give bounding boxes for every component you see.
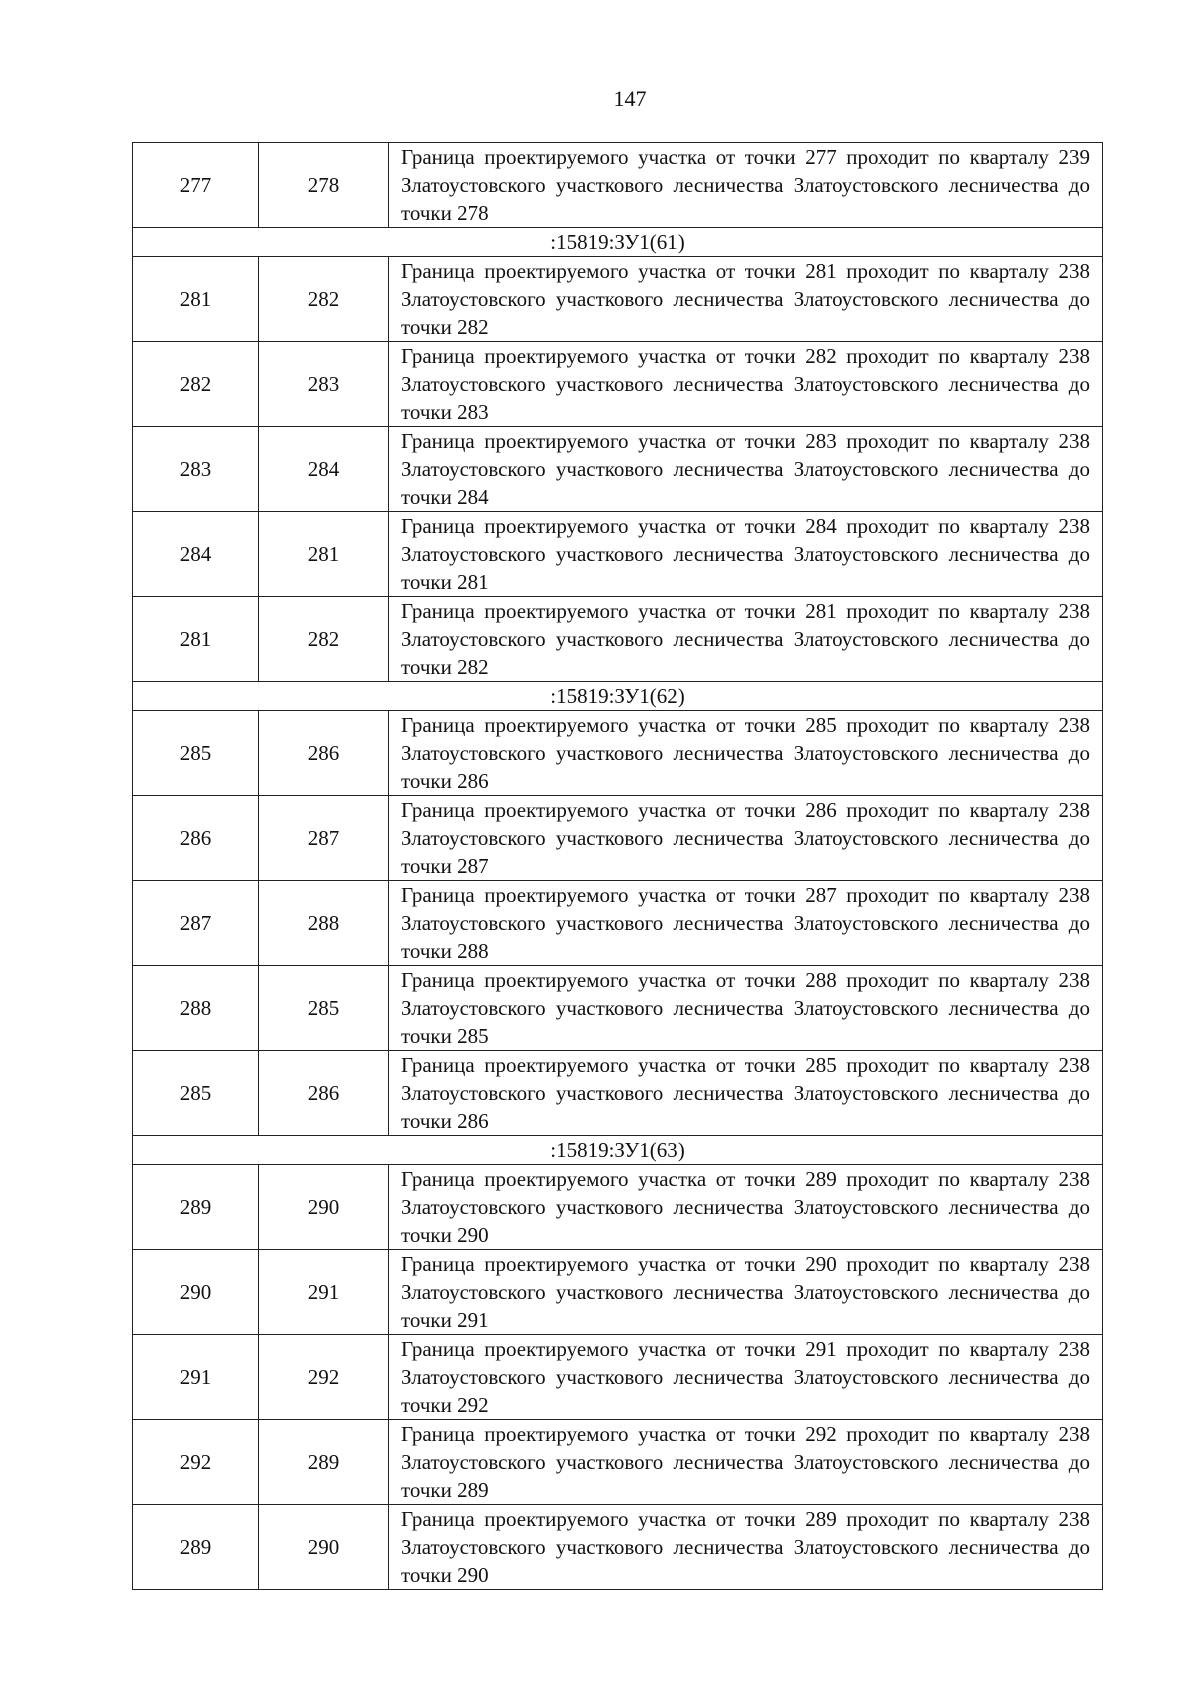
table-row xyxy=(133,881,1103,966)
point-to-cell: 291 xyxy=(259,1250,389,1335)
table-row xyxy=(133,1335,1103,1420)
table-row xyxy=(133,1165,1103,1250)
point-to-cell: 278 xyxy=(259,143,389,228)
table-row xyxy=(133,342,1103,427)
description-cell: Граница проектируемого участка от точки 285 проходит по кварталу 238 Златоустовского участкового лесничества Златоустовского лесничества до точки 286 xyxy=(389,711,1103,796)
point-from-cell: 282 xyxy=(133,342,259,427)
table-row xyxy=(133,796,1103,881)
point-to-cell: 287 xyxy=(259,796,389,881)
point-to-cell: 288 xyxy=(259,881,389,966)
description-cell: Граница проектируемого участка от точки 291 проходит по кварталу 238 Златоустовского участкового лесничества Златоустовского лесничества до точки 292 xyxy=(389,1335,1103,1420)
description-cell: Граница проектируемого участка от точки 286 проходит по кварталу 238 Златоустовского участкового лесничества Златоустовского лесничества до точки 287 xyxy=(389,796,1103,881)
section-label: :15819:ЗУ1(63) xyxy=(133,1136,1103,1165)
table-row xyxy=(133,1051,1103,1136)
description-cell: Граница проектируемого участка от точки 287 проходит по кварталу 238 Златоустовского участкового лесничества Златоустовского лесничества до точки 288 xyxy=(389,881,1103,966)
point-from-cell: 289 xyxy=(133,1165,259,1250)
description-cell: Граница проектируемого участка от точки 285 проходит по кварталу 238 Златоустовского участкового лесничества Златоустовского лесничества до точки 286 xyxy=(389,1051,1103,1136)
point-to-cell: 290 xyxy=(259,1165,389,1250)
point-from-cell: 291 xyxy=(133,1335,259,1420)
description-cell: Граница проектируемого участка от точки 289 проходит по кварталу 238 Златоустовского участкового лесничества Златоустовского лесничества до точки 290 xyxy=(389,1165,1103,1250)
point-to-cell: 286 xyxy=(259,1051,389,1136)
table-row xyxy=(133,966,1103,1051)
description-cell: Граница проектируемого участка от точки 290 проходит по кварталу 238 Златоустовского участкового лесничества Златоустовского лесничества до точки 291 xyxy=(389,1250,1103,1335)
point-from-cell: 284 xyxy=(133,512,259,597)
point-from-cell: 277 xyxy=(133,143,259,228)
table-row xyxy=(133,1250,1103,1335)
description-cell: Граница проектируемого участка от точки 281 проходит по кварталу 238 Златоустовского участкового лесничества Златоустовского лесничества до точки 282 xyxy=(389,257,1103,342)
table-row xyxy=(133,512,1103,597)
point-to-cell: 292 xyxy=(259,1335,389,1420)
description-cell: Граница проектируемого участка от точки 277 проходит по кварталу 239 Златоустовского участкового лесничества Златоустовского лесничества до точки 278 xyxy=(389,143,1103,228)
section-row xyxy=(133,682,1103,711)
table-row xyxy=(133,143,1103,228)
table-row xyxy=(133,597,1103,682)
boundary-table xyxy=(132,142,1103,1590)
point-to-cell: 290 xyxy=(259,1505,389,1590)
point-to-cell: 281 xyxy=(259,512,389,597)
point-to-cell: 289 xyxy=(259,1420,389,1505)
section-label: :15819:ЗУ1(61) xyxy=(133,228,1103,257)
point-from-cell: 290 xyxy=(133,1250,259,1335)
section-label: :15819:ЗУ1(62) xyxy=(133,682,1103,711)
point-from-cell: 285 xyxy=(133,1051,259,1136)
description-cell: Граница проектируемого участка от точки 288 проходит по кварталу 238 Златоустовского участкового лесничества Златоустовского лесничества до точки 285 xyxy=(389,966,1103,1051)
description-cell: Граница проектируемого участка от точки 284 проходит по кварталу 238 Златоустовского участкового лесничества Златоустовского лесничества до точки 281 xyxy=(389,512,1103,597)
table-row xyxy=(133,427,1103,512)
point-to-cell: 286 xyxy=(259,711,389,796)
table-row xyxy=(133,711,1103,796)
description-cell: Граница проектируемого участка от точки 292 проходит по кварталу 238 Златоустовского участкового лесничества Златоустовского лесничества до точки 289 xyxy=(389,1420,1103,1505)
table-row xyxy=(133,1505,1103,1590)
point-from-cell: 281 xyxy=(133,257,259,342)
description-cell: Граница проектируемого участка от точки 289 проходит по кварталу 238 Златоустовского участкового лесничества Златоустовского лесничества до точки 290 xyxy=(389,1505,1103,1590)
point-from-cell: 281 xyxy=(133,597,259,682)
point-from-cell: 292 xyxy=(133,1420,259,1505)
page-number: 147 xyxy=(613,86,647,111)
point-to-cell: 285 xyxy=(259,966,389,1051)
point-from-cell: 286 xyxy=(133,796,259,881)
point-to-cell: 282 xyxy=(259,257,389,342)
description-cell: Граница проектируемого участка от точки 281 проходит по кварталу 238 Златоустовского участкового лесничества Златоустовского лесничества до точки 282 xyxy=(389,597,1103,682)
point-from-cell: 283 xyxy=(133,427,259,512)
description-cell: Граница проектируемого участка от точки 282 проходит по кварталу 238 Златоустовского участкового лесничества Златоустовского лесничества до точки 283 xyxy=(389,342,1103,427)
point-to-cell: 283 xyxy=(259,342,389,427)
point-from-cell: 288 xyxy=(133,966,259,1051)
point-from-cell: 289 xyxy=(133,1505,259,1590)
table-row xyxy=(133,1420,1103,1505)
table-body xyxy=(133,143,1103,1590)
section-row xyxy=(133,1136,1103,1165)
table-row xyxy=(133,257,1103,342)
point-to-cell: 284 xyxy=(259,427,389,512)
description-cell: Граница проектируемого участка от точки 283 проходит по кварталу 238 Златоустовского участкового лесничества Златоустовского лесничества до точки 284 xyxy=(389,427,1103,512)
section-row xyxy=(133,228,1103,257)
point-to-cell: 282 xyxy=(259,597,389,682)
point-from-cell: 287 xyxy=(133,881,259,966)
point-from-cell: 285 xyxy=(133,711,259,796)
